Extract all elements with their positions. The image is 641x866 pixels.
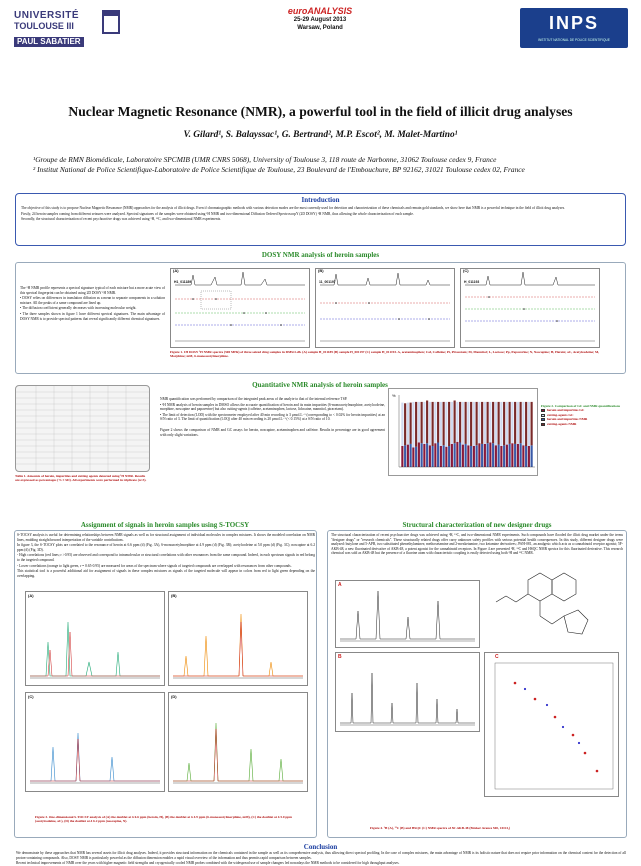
bar-heroin-and-impurities-NMR-11 [459, 443, 461, 468]
bar-heroin-and-impurities-GC-23 [522, 445, 524, 467]
struct-panel-b-label: B [338, 654, 342, 660]
legend-label: cutting-agents NMR [547, 421, 577, 426]
conclusion-p1: We demonstrate by these approaches that NMR has several assets for illicit drug analyses. Indeed, it provides structural information on the chemicals contained in the sample as well as its comprehensive analysis, thus allowing direct spectral profiling. In the case of complex mixtures, the main advantage of NMR is its holistic nature that does not require prior information on the chemical content for the detection of all proton-containing compounds. Also, DOSY NMR is particularly powerful as the diffusion dimension enables a rapid visual overview of the information and thus permits rapid comparison between samples. [16, 851, 626, 860]
bar-heroin-and-impurities-GC-5 [423, 444, 425, 467]
heroin-table [15, 385, 150, 472]
stocsy-text [17, 533, 315, 579]
conclusion-p2: Recent technical improvements of NMR over the years with higher magnetic field strengths and cryogenically cooled NMR probes combined with the widespread use of sample changers led nowadays the NMR methods to be considered for high throughput analyses. [16, 861, 400, 866]
bar-cutting-agents-NMR-5 [426, 401, 428, 444]
stocsy-panel-b-label: (B) [171, 593, 177, 598]
bar-cutting-agents-NMR-22 [520, 402, 522, 443]
bar-cutting-agents-GC-16 [484, 402, 486, 444]
legend-swatch [541, 418, 545, 421]
bar-cutting-agents-GC-20 [506, 402, 508, 445]
bar-heroin-and-impurities-NMR-10 [454, 443, 456, 467]
dosy-text3: • The diffusion coefficient generally decreases with increasing molecular weight. [20, 306, 137, 311]
bar-heroin-and-impurities-NMR-7 [437, 443, 439, 468]
quant-text3: • The limit of detection (LOD) with the spectrometer employed after 40 min recording is 3 µmol.L⁻¹ (corresponding to < 0.02% for heroin impurities) at an S/N ratio of 3. The limit of quantification (LOQ) after 40 min recording is 20 µmol.L⁻¹ (< 0.15%) at a S/N ratio of 10. [160, 412, 385, 422]
bar-heroin-and-impurities-NMR-14 [476, 445, 478, 467]
legend-items [541, 408, 621, 426]
stocsy-spectrum-c [26, 693, 164, 791]
dosy-panel-a [170, 268, 310, 348]
legend-label: heroin and impurities NMR [547, 417, 588, 422]
molecule-structure [488, 560, 618, 648]
bar-cutting-agents-NMR-15 [481, 402, 483, 444]
intro-box [15, 193, 626, 246]
stocsy-spectrum-d [169, 693, 307, 791]
inps-logo-text: INPS [548, 13, 599, 33]
stocsy-panel-d-label: (D) [171, 694, 177, 699]
bar-cutting-agents-NMR-6 [432, 402, 434, 446]
bar-cutting-agents-GC-10 [451, 402, 453, 444]
bar-heroin-and-impurities-NMR-8 [443, 445, 445, 467]
bar-heroin-and-impurities-NMR-20 [509, 444, 511, 467]
bar-heroin-and-impurities-GC-2 [407, 445, 409, 467]
dosy-text4: • The three samples shown in figure 1 have different spectral signatures. The main advantage of DOSY NMR is to provide spectral patterns that reveal significantly different chemical signatures. [20, 311, 165, 321]
bar-heroin-and-impurities-GC-13 [467, 445, 469, 467]
bar-heroin-and-impurities-GC-24 [528, 446, 530, 467]
bar-heroin-and-impurities-GC-20 [506, 445, 508, 467]
bar-cutting-agents-GC-1 [401, 403, 403, 446]
dosy-panel-c-label: (C) [463, 268, 469, 273]
struct-panel-a [335, 580, 480, 648]
bar-cutting-agents-GC-2 [407, 403, 409, 445]
affiliations [33, 155, 623, 175]
stocsy-title: Assignment of signals in heroin samples using S-TOCSY [80, 521, 250, 529]
bar-cutting-agents-GC-24 [528, 402, 530, 446]
authors: V. Gilard¹, S. Balayssac¹, G. Bertrand², M.P. Escot², M. Malet-Martino¹ [183, 130, 458, 140]
struct-panel-c-label: C [495, 654, 499, 660]
conf-place: Warsaw, Poland [297, 25, 343, 31]
bar-heroin-and-impurities-NMR-22 [520, 443, 522, 467]
bar-heroin-and-impurities-GC-7 [434, 443, 436, 467]
quant-text2: • ¹H NMR analysis of heroin samples in DMSO allows the accurate quantification of heroin and its main impurities (6-monoacetylmorphine, acetylcodeine, morphine, noscapine and papaverine) but also cutting-agents (caffeine, acetaminophen, lactose, lidocaine, mannitol, piracetam). [160, 402, 385, 412]
struct-caption: Figure 4. ¹H (A), ¹³C (B) and HSQC (C) NMR spectra of 5F-AKB-48 (Bruker Avance 500, CDCl₃) [370, 826, 511, 830]
legend-swatch [541, 423, 545, 426]
bar-cutting-agents-GC-3 [412, 402, 414, 448]
bar-cutting-agents-NMR-20 [509, 402, 511, 444]
quant-title: Quantitative NMR analysis of heroin samples [252, 381, 388, 389]
bar-cutting-agents-NMR-23 [525, 402, 527, 446]
dosy-caption: Figure 1. 1H DOSY ¹H NMR spectra (500 MHz) of three seized drug samples in DMSO-d6. (A) sample H_011189 (B) sample H_001197 (C) sample H_011193. A, acetaminophen; Caf, Caffeine; Pi, Piracetam; M, Mannitol; L, Lactose; Pp, Papaverine; N, Noscapine; H, Heroin; aC, Acetylcodeine; M, Morphine; mM, 6-monoacetylmorphine. [170, 350, 599, 359]
bar-cutting-agents-NMR-4 [421, 402, 423, 443]
bar-cutting-agents-NMR-13 [470, 402, 472, 446]
legend-label: heroin and impurities GC [547, 408, 585, 413]
bar-cutting-agents-NMR-14 [476, 402, 478, 445]
struct-panel-b [335, 652, 480, 732]
bar-cutting-agents-GC-22 [517, 402, 519, 444]
bar-cutting-agents-GC-18 [495, 402, 497, 445]
bar-cutting-agents-GC-9 [445, 402, 447, 447]
univ-line3: PAUL SABATIER [14, 37, 84, 47]
bar-heroin-and-impurities-GC-3 [412, 447, 414, 467]
bar-cutting-agents-NMR-2 [410, 403, 412, 444]
univ-line1: UNIVERSITÉ [14, 10, 80, 21]
bar-cutting-agents-NMR-16 [487, 402, 489, 443]
bar-cutting-agents-NMR-18 [498, 402, 500, 445]
intro-text [21, 206, 620, 222]
legend-label: cutting-agents GC [547, 412, 574, 417]
poster-title: Nuclear Magnetic Resonance (NMR), a powerful tool in the field of illicit drug analyses [68, 104, 573, 119]
bar-heroin-and-impurities-GC-12 [462, 445, 464, 467]
struct-panel-c [484, 652, 619, 797]
univ-line2: TOULOUSE III [14, 21, 74, 31]
stocsy-p2: In figure 3, the S-TOCSY plots are correlated to the resonance of heroin at 6.6 ppm (d) (Fig. 3A), 6-monoacetylmorphine at 4.9 ppm (d) (Fig. 3B); acetylcodeine at 5.0 ppm (d) (Fig. 3C); noscapine at 6.2 ppm (d) (Fig. 3D). [17, 543, 315, 552]
bar-cutting-agents-GC-15 [478, 402, 480, 443]
dosy-spectrum-b [316, 269, 454, 347]
gc-nmr-bar-chart [389, 389, 537, 475]
intro-title: Introduction [301, 196, 340, 204]
bar-heroin-and-impurities-GC-16 [484, 444, 486, 467]
inps-logo [520, 8, 628, 48]
bar-heroin-and-impurities-GC-22 [517, 444, 519, 467]
affiliation-2: ² Institut National de Police Scientifique-Laboratoire de Police Scientifique de Toulouse, 23 Boulevard de l'Embouchure, BP 92162, 31021 Toulouse cedex 02, France [33, 165, 525, 174]
dosy-panel-b-sample: 11_001197 [319, 280, 336, 284]
chart-ylabel: % [392, 393, 396, 398]
bar-cutting-agents-NMR-11 [459, 402, 461, 443]
legend-swatch [541, 414, 545, 417]
stocsy-panel-c [25, 692, 165, 792]
stocsy-panel-d [168, 692, 308, 792]
bar-cutting-agents-NMR-24 [531, 402, 533, 445]
university-logo [14, 10, 122, 48]
dosy-panel-a-sample: H1_011189 [174, 280, 192, 284]
struct-spectrum-a [336, 581, 479, 647]
legend-item [541, 422, 621, 427]
bar-heroin-and-impurities-GC-21 [511, 443, 513, 467]
bar-cutting-agents-GC-5 [423, 402, 425, 444]
dosy-title: DOSY NMR analysis of heroin samples [261, 251, 380, 259]
bar-cutting-agents-GC-12 [462, 402, 464, 445]
affiliation-1: ¹Groupe de RMN Biomédicale, Laboratoire SPCMIB (UMR CNRS 5068), University of Toulouse 3, 118 route de Narbonne, 31062 Toulouse cedex 9, France [33, 155, 497, 164]
bar-heroin-and-impurities-NMR-4 [421, 443, 423, 467]
struct-p1: The structural characterization of recent psychoactive drugs was achieved using ¹H, ¹³C, and two-dimensional NMR experiments. Such compounds have flooded the illicit drug market under the terms "designer drugs" or "research chemicals". These structurally related drugs offer carry unknown safety profiles with serious potential health consequences. In this study, different designer drugs were analyzed: butylone and 5-APB, two substituted phenethylamines; methoxetamine and 2-mexketamine, two ketamine derivatives; JWH-081, an analgesic which acts as a cannabinoid receptor agonist; 5F-AKB-48, a new fluorinated derivative of AKB-48, a potent agonist for the cannabinoid receptors. In Figure 4 are presented ¹H, ¹³C and HSQC NMR spectra for this fluorinated derivative. This research chemical was sold as AKB-48 but the presence of a fluorine atom with characteristic coupling is easily detected using both ¹H and ¹³C NMR. [331, 533, 623, 556]
inps-subtitle: INSTITUT NATIONAL DE POLICE SCIENTIFIQUE [538, 38, 610, 42]
dosy-panel-a-label: (A) [173, 268, 179, 273]
bar-heroin-and-impurities-GC-10 [451, 444, 453, 467]
bar-cutting-agents-GC-17 [489, 402, 491, 443]
bar-cutting-agents-GC-11 [456, 402, 458, 442]
bar-cutting-agents-GC-14 [473, 402, 475, 446]
bar-cutting-agents-NMR-1 [404, 403, 406, 445]
dosy-spectrum-a [171, 269, 309, 347]
bar-cutting-agents-NMR-9 [448, 402, 450, 446]
bar-cutting-agents-GC-13 [467, 402, 469, 445]
conf-date: 25-29 August 2013 [293, 17, 347, 23]
bar-heroin-and-impurities-GC-19 [500, 446, 502, 467]
bar-cutting-agents-NMR-8 [443, 402, 445, 445]
bar-heroin-and-impurities-NMR-3 [415, 447, 417, 467]
bar-heroin-and-impurities-GC-9 [445, 447, 447, 467]
bar-cutting-agents-GC-7 [434, 402, 436, 443]
bar-cutting-agents-GC-19 [500, 402, 502, 446]
bar-heroin-and-impurities-NMR-5 [426, 443, 428, 467]
bar-heroin-and-impurities-NMR-23 [525, 446, 527, 467]
bar-cutting-agents-GC-8 [440, 402, 442, 446]
bar-cutting-agents-NMR-3 [415, 402, 417, 447]
bar-cutting-agents-GC-6 [429, 402, 431, 445]
bar-heroin-and-impurities-GC-17 [489, 443, 491, 468]
stocsy-panel-a [25, 591, 165, 686]
bar-cutting-agents-NMR-19 [503, 402, 505, 445]
quant-text1: NMR quantification was performed by comparison of the integrated peak areas of the analyte to that of the internal reference TSP. [160, 397, 348, 401]
struct-text [331, 533, 623, 557]
stocsy-spectrum-a [26, 592, 164, 685]
bar-heroin-and-impurities-GC-18 [495, 445, 497, 467]
dosy-panel-b-label: (B) [318, 268, 324, 273]
bar-cutting-agents-GC-23 [522, 402, 524, 445]
dosy-panel-c-sample: H_011193 [464, 280, 480, 284]
bar-cutting-agents-NMR-12 [465, 402, 467, 444]
dosy-text1: The ¹H NMR profile represents a spectral signature typical of each mixture but a more acute view of this spectral fingerprint can be obtained using 2D DOSY ¹H NMR. [20, 286, 165, 295]
conclusion-text [16, 851, 626, 866]
bar-heroin-and-impurities-NMR-12 [465, 444, 467, 467]
bar-heroin-and-impurities-GC-15 [478, 443, 480, 467]
legend-swatch [541, 409, 545, 412]
dosy-text2: • DOSY relies on differences in translation diffusion as a mean to separate components in a solution mixture. All the peaks of a same compound are lined up. [20, 296, 165, 305]
dosy-panel-b [315, 268, 455, 348]
struct-panel-a-label: A [338, 582, 342, 588]
molecule-structure-icon [488, 560, 618, 648]
dosy-text [20, 286, 165, 322]
bar-heroin-and-impurities-GC-4 [418, 443, 420, 468]
conclusion-title: Conclusion [303, 843, 338, 851]
stocsy-panel-a-label: (A) [28, 593, 34, 598]
bar-heroin-and-impurities-NMR-15 [481, 444, 483, 467]
bar-heroin-and-impurities-NMR-1 [404, 445, 406, 467]
bar-heroin-and-impurities-GC-14 [473, 446, 475, 467]
bar-heroin-and-impurities-NMR-13 [470, 446, 472, 467]
intro-p1: The objective of this study is to propose Nuclear Magnetic Resonance (NMR) approaches for the analysis of illicit drugs. Even if chromatographic methods with various detection modes are the most currently used for detection and characterization of these chemicals and remain gold standards, we show here that NMR is a powerful technique in the field of illicit drug analyses. [21, 206, 565, 210]
fig2-legend [541, 404, 621, 427]
bar-cutting-agents-NMR-21 [514, 402, 516, 444]
stocsy-p1: S-TOCSY analysis is useful for determining relationships between NMR signals as well as for structural assignment of individual molecules in complex mixtures. It shows the modeled correlation on NMR lines, enabling straightforward interpretation of the variable contributions. [17, 533, 315, 542]
bar-heroin-and-impurities-GC-11 [456, 442, 458, 467]
dosy-panel-c [460, 268, 600, 348]
stocsy-caption: Figure 3. One-dimensional S-TOCSY analysis of (A) the doublet at δ 6.6 ppm (heroin, H), (B) the doublet at δ 4.9 ppm (6-monoacetylmorphine, mM), (C) the doublet at δ 5.0 ppm (acetylcodeine, aC), (D) the doublet at δ 6.2 ppm (noscapine, N). [35, 815, 293, 824]
intro-p3: Secondly, the structural characterization of recent psychoactive drugs was achieved using ¹H, ¹³C, and two-dimensional NMR experiments. [21, 217, 221, 222]
dosy-spectrum-c [461, 269, 599, 347]
stocsy-p3: - High correlations (red lines; r >0.95) are observed and correspond to intramolecular or structural correlations with other resonances from the same compound. Indeed, in each spectrum signals in red belong to the targeted compound. [17, 553, 315, 562]
fig2-caption: Figure 2. Comparison of GC and NMR quantifications [541, 404, 621, 408]
stocsy-spectrum-b [169, 592, 307, 685]
struct-title: Structural characterization of new designer drugs [402, 521, 552, 529]
quant-text4: Figure 2 shows the comparison of NMR and GC assays for heroin, noscapine, acetaminophen and caffeine. Results in percentage are in good agreement with only slight variations. [160, 427, 385, 437]
table-caption: Table 1. Amounts of heroin, impurities and cutting agents detected using ¹H NMR. Results are expressed as percentages (% ± SD). All experiments were performed in triplicate (n=3). [15, 474, 147, 483]
univ-crest-icon [102, 10, 120, 34]
heroin-table-grid [16, 386, 149, 471]
conference-logo [270, 6, 370, 32]
bar-heroin-and-impurities-GC-6 [429, 445, 431, 467]
stocsy-p5: This statistical tool is a powerful additional aid for assignment of signals in these complex mixtures as signals of the targeted molecule will appear in colors from red to light green depending on the overlapping. [17, 569, 315, 578]
bar-heroin-and-impurities-NMR-2 [410, 444, 412, 467]
bar-cutting-agents-NMR-7 [437, 402, 439, 443]
stocsy-panel-b [168, 591, 308, 686]
bar-heroin-and-impurities-NMR-18 [498, 445, 500, 467]
quant-text [160, 397, 385, 438]
bar-heroin-and-impurities-NMR-19 [503, 445, 505, 467]
bar-heroin-and-impurities-NMR-17 [492, 443, 494, 467]
bar-heroin-and-impurities-NMR-24 [531, 445, 533, 467]
bar-heroin-and-impurities-NMR-6 [432, 446, 434, 467]
bar-heroin-and-impurities-GC-8 [440, 446, 442, 467]
stocsy-p4: - Lower correlations (orange to light green, r = 0.65-0.95) are measured for areas of the spectrum where signals of targeted compounds are overlapped with resonances from other compounds. [17, 563, 292, 568]
bar-cutting-agents-GC-21 [511, 402, 513, 443]
struct-spectrum-b [336, 653, 479, 731]
stocsy-panel-c-label: (C) [28, 694, 34, 699]
conf-name: euroANALYSIS [287, 6, 353, 16]
gc-nmr-chart [388, 388, 538, 476]
bar-cutting-agents-GC-4 [418, 402, 420, 443]
bar-heroin-and-impurities-GC-1 [401, 446, 403, 467]
bar-cutting-agents-NMR-17 [492, 402, 494, 443]
bar-heroin-and-impurities-NMR-9 [448, 446, 450, 467]
intro-p2: Firstly, 24 heroin samples coming from different seizures were analyzed. Spectral signatures of the samples were obtained using ¹H NMR and two-dimensional Diffusion Ordered SpectroscopY (2D DOSY) ¹H NMR, thus allowing the whole characterization of each sample. [21, 211, 414, 216]
bar-cutting-agents-NMR-10 [454, 401, 456, 444]
hsqc-spectrum [485, 653, 618, 796]
bar-heroin-and-impurities-NMR-16 [487, 443, 489, 467]
bar-heroin-and-impurities-NMR-21 [514, 444, 516, 467]
